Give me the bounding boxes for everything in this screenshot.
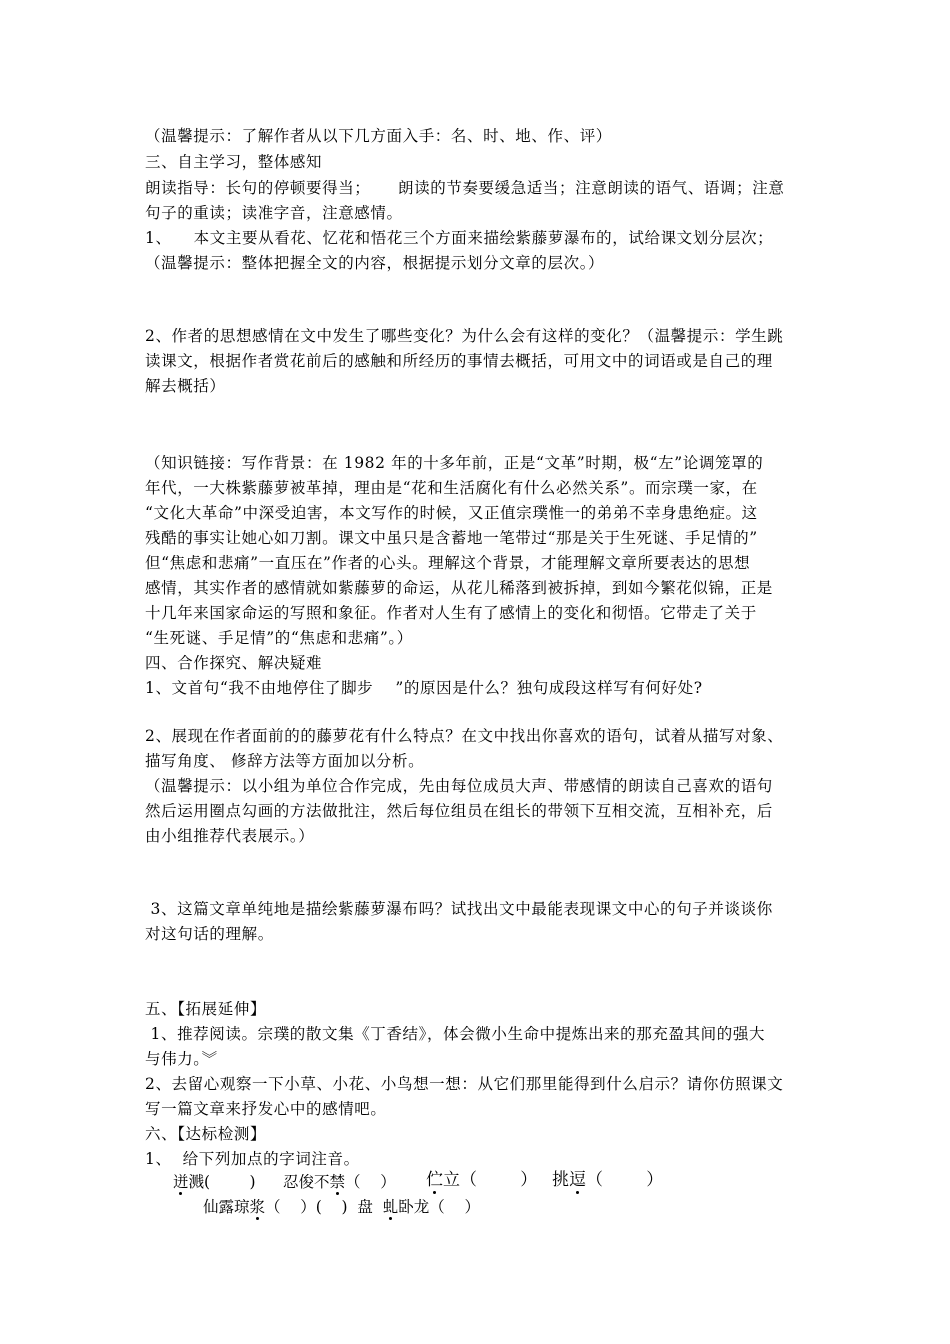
paragraph-line: 与伟力。︾ [145, 1050, 218, 1068]
word-beng-jian: 迸溅( ) [173, 1173, 256, 1191]
word-tiao-dou: 挑逗（ ） [552, 1170, 664, 1190]
paragraph-line: 年代，一大株紫藤萝被革掉，理由是“花和生活腐化有什么必然关系”。而宗璞一家，在 [145, 479, 758, 497]
question-4-2: 2、展现在作者面前的的藤萝花有什么特点？在文中找出你喜欢的语句，试着从描写对象、 [145, 727, 784, 745]
paragraph-line: 描写角度、 修辞方法等方面加以分析。 [145, 752, 425, 770]
extension-2: 2、去留心观察一下小草、小花、小鸟想一想：从它们那里能得到什么启示？请你仿照课文 [145, 1075, 784, 1093]
question-4-3: 3、这篇文章单纯地是描绘紫藤萝瀑布吗？试找出文中最能表现课文中心的句子并谈谈你 [145, 900, 773, 918]
section-heading-4: 四、合作探究、解决疑难 [145, 654, 323, 672]
hint-structure: （温馨提示：整体把握全文的内容，根据提示划分文章的层次。） [145, 254, 605, 272]
word-renjunbujin: 忍俊不禁（ ） [283, 1173, 396, 1191]
word-zhu-li: 伫立（ ） [426, 1170, 538, 1190]
question-2: 2、作者的思想感情在文中发生了哪些变化？为什么会有这样的变化？（温馨提示：学生跳 [145, 327, 784, 345]
paragraph-line: 写一篇文章来抒发心中的感情吧。 [145, 1100, 387, 1118]
paragraph-line: 解去概括） [145, 377, 226, 395]
paragraph-line: 读课文，根据作者赏花前后的感触和所经历的事情去概括，可用文中的词语或是自己的理 [145, 352, 773, 370]
extension-1: 1、推荐阅读。宗璞的散文集《丁香结》，体会微小生命中提炼出来的那充盈其间的强大 [145, 1025, 766, 1043]
paragraph-line: 十几年来国家命运的写照和象征。作者对人生有了感情上的变化和彻悟。它带走了关于 [145, 604, 757, 622]
paragraph-line: 由小组推荐代表展示。） [145, 827, 315, 845]
paragraph-line: 但“焦虑和悲痛”一直压在”作者的心头。理解这个背景，才能理解文章所要表达的思想 [145, 554, 751, 572]
paragraph-line: 对这句话的理解。 [145, 925, 274, 943]
section-heading-6: 六、【达标检测】 [145, 1125, 267, 1143]
paragraph-line: 感情，其实作者的感情就如紫藤萝的命运，从花儿稀落到被拆掉，到如今繁花似锦，正是 [145, 579, 773, 597]
section-heading-5: 五、【拓展延伸】 [145, 1000, 267, 1018]
paragraph-line: 然后运用圈点勾画的方法做批注，然后每位组员在组长的带领下互相交流，互相补充，后 [145, 802, 773, 820]
background-note: （知识链接：写作背景：在 1982 年的十多年前，正是“文革”时期，极“左”论调笼罩的 [145, 454, 764, 472]
question-1: 1、 本文主要从看花、忆花和悟花三个方面来描绘紫藤萝瀑布的，试给课文划分层次； [145, 229, 774, 247]
paragraph-line: “文化大革命”中深受迫害，本文写作的时候，又正值宗璞惟一的弟弟不幸身患绝症。这 [145, 504, 758, 522]
paragraph-line: 朗读指导：长句的停顿要得当； 朗读的节奏要缓急适当；注意朗读的语气、语调；注意 [145, 179, 785, 197]
question-4-1: 1、文首句“我不由地停住了脚步 ”的原因是什么？独句成段这样写有何好处? [145, 679, 703, 697]
word-xianluqiongjiang: 仙露琼浆（ ）( ) 盘 虬卧龙（ ） [203, 1198, 480, 1216]
hint-group: （温馨提示：以小组为单位合作完成，先由每位成员大声、带感情的朗读自己喜欢的语句 [145, 777, 773, 795]
paragraph-line: 残酷的事实让她心如刀割。课文中虽只是含蓄地一笔带过“那是关于生死谜、手足情的” [145, 529, 758, 547]
paragraph-line: “生死谜、手足情”的“焦虑和悲痛”。） [145, 629, 413, 647]
hint-author: （温馨提示：了解作者从以下几方面入手：名、时、地、作、评） [145, 127, 612, 145]
section-heading-3: 三、自主学习，整体感知 [145, 153, 323, 171]
test-instruction: 1、 给下列加点的字词注音。 [145, 1150, 360, 1168]
paragraph-line: 句子的重读；读准字音，注意感情。 [145, 204, 403, 222]
